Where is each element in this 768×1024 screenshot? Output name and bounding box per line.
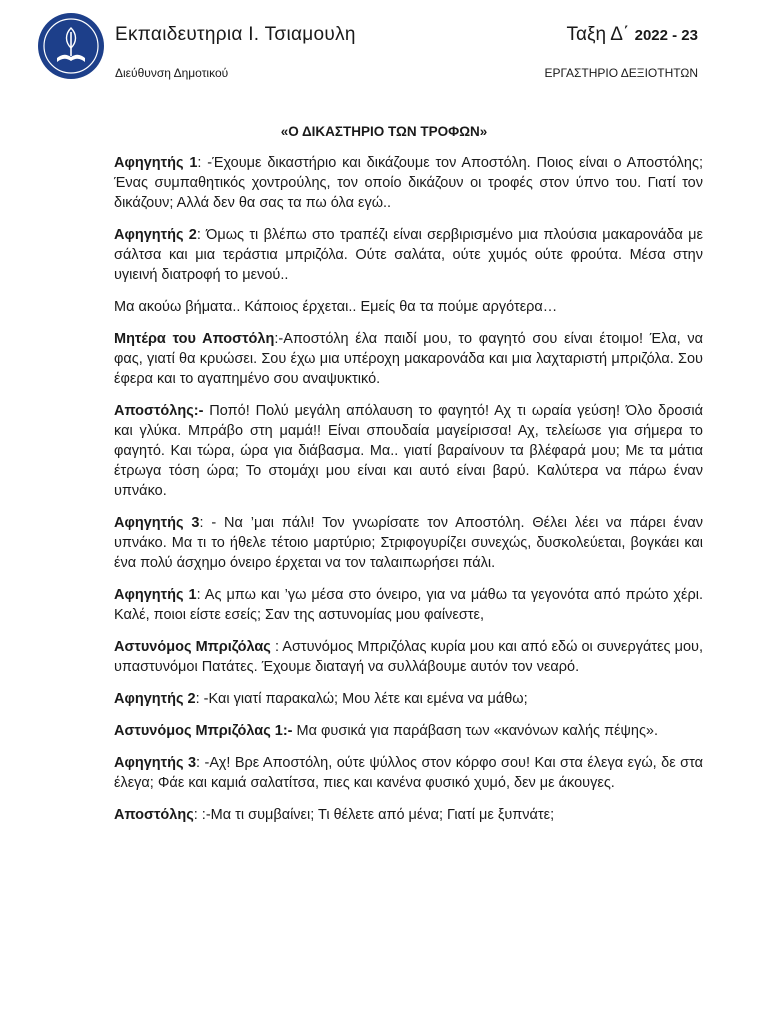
document-title: «Ο ΔΙΚΑΣΤΗΡΙΟ ΤΩΝ ΤΡΟΦΩΝ» <box>280 124 488 139</box>
dialogue-text: : :-Μα τι συμβαίνει; Τι θέλετε από μένα; Γιατί με ξυπνάτε; <box>193 807 555 823</box>
speaker: Μητέρα του Αποστόλη <box>114 331 275 347</box>
dialogue-text: Μα ακούω βήματα.. Κάποιος έρχεται.. Εμείς θα τα πούμε αργότερα… <box>114 299 558 315</box>
speaker: Αστυνόμος Μπριζόλας 1:- <box>114 723 293 739</box>
speaker: Αποστόλης <box>114 807 194 823</box>
dialogue-text: Μα φυσικά για παράβαση των «κανόνων καλής πέψης». <box>292 723 659 739</box>
speaker: Αφηγητής 2 <box>114 691 196 707</box>
dialogue-paragraph <box>114 153 703 213</box>
speaker: Αφηγητής 1 <box>114 155 198 171</box>
dialogue-paragraph <box>114 637 703 677</box>
speaker: Αστυνόμος Μπριζόλας <box>114 639 271 655</box>
dialogue-paragraph <box>114 513 703 573</box>
dialogue-paragraph <box>114 753 703 793</box>
school-year: 2022 - 23 <box>634 27 698 44</box>
dialogue-text: :-Αποστόλη έλα παιδί μου, το φαγητό σου είναι έτοιμο! Έλα, να φας, γιατί θα κρυώσει. Σου έχω μια υπέροχη μακαρονάδα και μια λαχταριστή μπριζόλα. Σου έφερα και το αγαπημένο σου αναψυκτικό. <box>114 331 703 387</box>
dialogue-text: : - Να ’μαι πάλι! Τον γνωρίσατε τον Αποστόλη. Θέλει λέει να πάρει έναν υπνάκο. Μα τι το ήθελε τέτοιο μαρτύριο; Στριφογυρίζει συνεχώς, δυσκολεύεται, βογκάει και ένα πολύ άσχημο όνειρο έρχεται να τον ταλαιπωρήσει πάλι. <box>114 515 703 571</box>
speaker: Αποστόλης:- <box>114 403 204 419</box>
school-logo <box>37 12 105 80</box>
dialogue-paragraph <box>114 805 703 825</box>
dialogue-text: : -Έχουμε δικαστήριο και δικάζουμε τον Αποστόλη. Ποιος είναι ο Αποστόλης; Ένας συμπαθητικός χοντρούλης, τον οποίο δικάζουν οι τροφές στον ύπνο του. Γιατί τον δικάζουν; Αλλά δεν θα σας τα πω όλα εγώ.. <box>114 155 703 211</box>
dialogue-text: : Όμως τι βλέπω στο τραπέζι είναι σερβιρισμένο μια πλούσια μακαρονάδα με σάλτσα και μια τεράστια μπριζόλα. Ούτε σαλάτα, ούτε χυμός ούτε φρούτα. Μέσα στην υγιεινή διατροφή το μενού.. <box>114 227 703 283</box>
dialogue-paragraph <box>114 297 703 317</box>
dialogue-text: : -Αχ! Βρε Αποστόλη, ούτε ψύλλος στον κόρφο σου! Και στα έλεγα εγώ, δε στα έλεγα; Φάε και καμιά σαλατίτσα, πιες και κανένα φυσικό χυμό, δεν με άκουγες. <box>114 755 703 791</box>
script-body <box>114 153 703 837</box>
class-label: Ταξη Δ΄ <box>566 24 630 45</box>
speaker: Αφηγητής 3 <box>114 515 200 531</box>
subject-label: ΕΡΓΑΣΤΗΡΙΟ ΔΕΞΙΟΤΗΤΩΝ <box>544 66 698 80</box>
dialogue-text: : -Και γιατί παρακαλώ; Μου λέτε και εμένα να μάθω; <box>195 691 528 707</box>
speaker: Αφηγητής 3 <box>114 755 197 771</box>
dialogue-text: : Αστυνόμος Μπριζόλας κυρία μου και από εδώ οι συνεργάτες μου, υπαστυνόμοι Πατάτες. Έχουμε διαταγή να συλλάβουμε αυτόν τον νεαρό. <box>114 639 704 675</box>
dialogue-paragraph <box>114 329 703 389</box>
dialogue-paragraph <box>114 401 703 501</box>
class-year <box>567 24 699 46</box>
dialogue-paragraph <box>114 689 703 709</box>
dialogue-paragraph <box>114 721 703 741</box>
speaker: Αφηγητής 2 <box>114 227 197 243</box>
dialogue-paragraph <box>114 225 703 285</box>
school-name: Εκπαιδευτηρια Ι. Τσιαμουλη <box>115 24 356 45</box>
speaker: Αφηγητής 1 <box>114 587 197 603</box>
dialogue-paragraph <box>114 585 703 625</box>
division-label: Διεύθυνση Δημοτικού <box>115 66 229 80</box>
dialogue-text: : Ας μπω και ’γω μέσα στο όνειρο, για να μάθω τα γεγονότα από πρώτο χέρι. Καλέ, ποιοι είστε εσείς; Σαν της αστυνομίας μου φαίνεστε, <box>114 587 703 623</box>
dialogue-text: Ποπό! Πολύ μεγάλη απόλαυση το φαγητό! Αχ τι ωραία γεύση! Όλο δροσιά και γλύκα. Μπράβο στη μαμά!! Είναι σπουδαία μαγείρισσα! Αχ, τελείωσε για σήμερα το φαγητό. Και τώρα, ώρα για διάβασμα. Μα.. γιατί βαραίνουν τα βλέφαρά μου; Με τα μάτια έτρωγα τόση ώρα; Το στομάχι μου είναι και αυτό είναι βαρύ. Καλύτερα να πάρω έναν υπνάκο. <box>114 403 703 499</box>
